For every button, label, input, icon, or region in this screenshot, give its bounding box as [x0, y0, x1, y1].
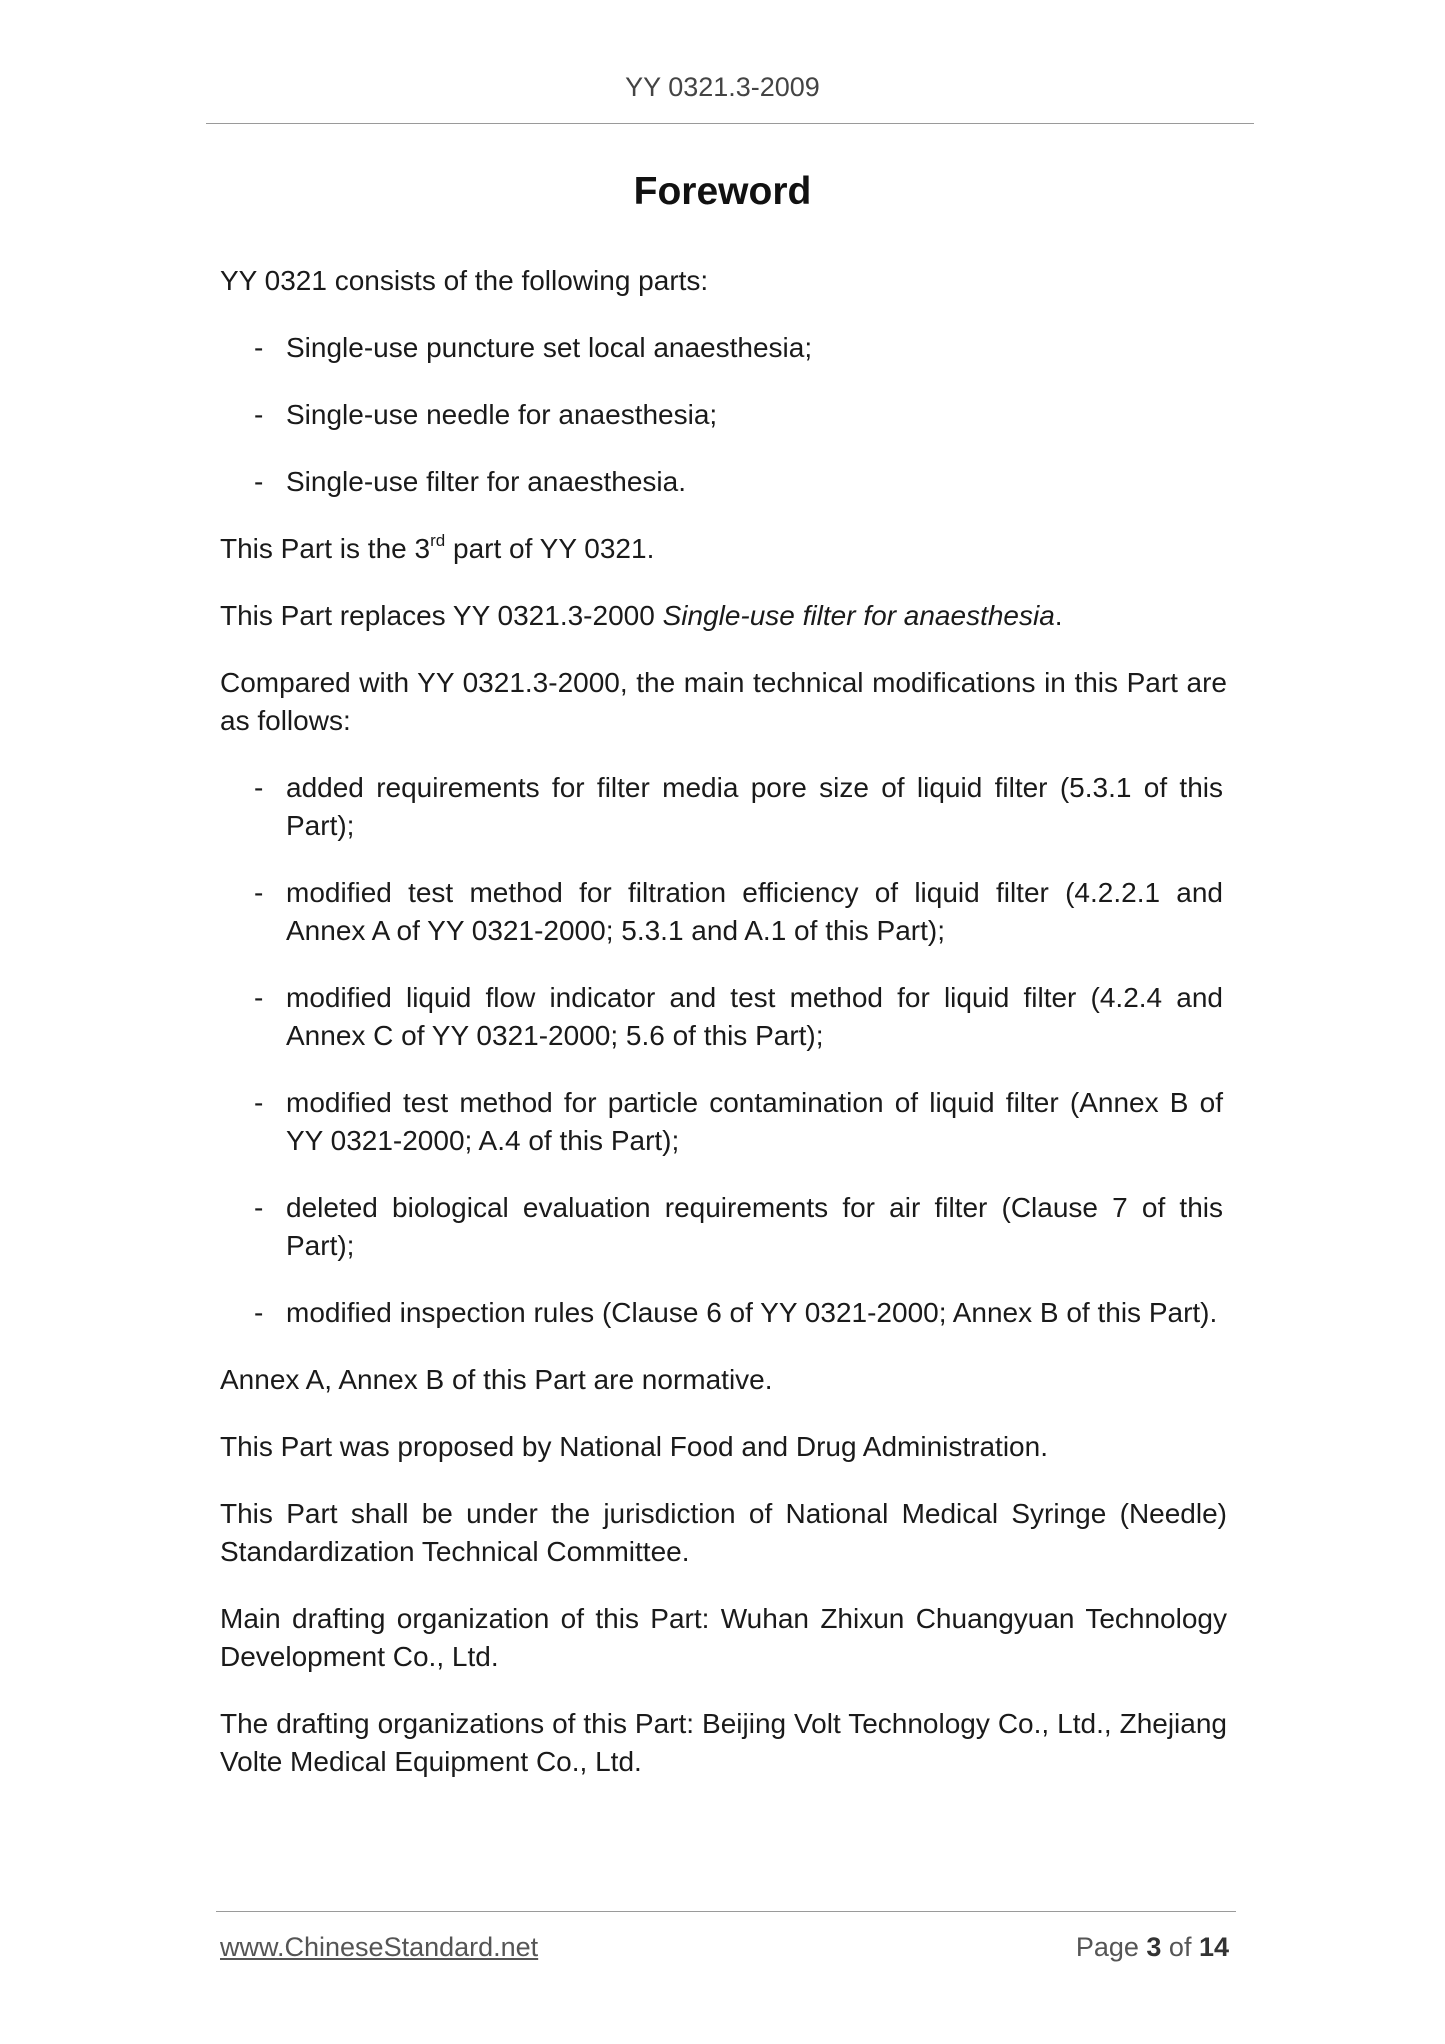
modification-list-item	[220, 874, 1227, 950]
modification-list-item	[220, 979, 1227, 1055]
modification-text: modified liquid flow indicator and test method for liquid filter (4.2.4 and Annex C of YY 0321-2000; 5.6 of this Part);	[286, 982, 1223, 1051]
page-current: 3	[1146, 1932, 1162, 1962]
dash-bullet-icon: -	[254, 982, 264, 1013]
modification-text: deleted biological evaluation requirements for air filter (Clause 7 of this Part);	[286, 1192, 1223, 1261]
main-drafting-paragraph: Main drafting organization of this Part: Wuhan Zhixun Chuangyuan Technology Development Co., Ltd.	[220, 1603, 1227, 1672]
replaces-suffix: .	[1054, 600, 1063, 631]
annex-paragraph: Annex A, Annex B of this Part are normative.	[220, 1364, 773, 1395]
parts-list-item	[220, 396, 1227, 434]
intro-paragraph: YY 0321 consists of the following parts:	[220, 265, 709, 296]
part-ordinal-suffix: part of YY 0321.	[445, 533, 655, 564]
part-ordinal-superscript: rd	[430, 531, 446, 550]
page-title: Foreword	[633, 170, 812, 213]
parts-list-item-text: Single-use filter for anaesthesia.	[286, 466, 686, 497]
compared-paragraph: Compared with YY 0321.3-2000, the main technical modifications in this Part are as follows:	[220, 667, 1227, 736]
dash-bullet-icon: -	[254, 399, 264, 430]
proposed-paragraph: This Part was proposed by National Food and Drug Administration.	[220, 1431, 1048, 1462]
modification-list-item	[220, 769, 1227, 845]
replaces-paragraph	[220, 597, 1227, 635]
page-number	[1076, 1932, 1229, 1963]
parts-list-item	[220, 463, 1227, 501]
part-ordinal-prefix: This Part is the 3	[220, 533, 431, 564]
modification-list-item	[220, 1189, 1227, 1265]
replaces-prefix: This Part replaces YY 0321.3-2000	[220, 600, 663, 631]
parts-list-item-text: Single-use needle for anaesthesia;	[286, 399, 718, 430]
page-of-label: of	[1161, 1932, 1199, 1962]
dash-bullet-icon: -	[254, 772, 264, 803]
drafting-orgs-paragraph: The drafting organizations of this Part: Beijing Volt Technology Co., Ltd., Zhejiang Volte Medical Equipment Co., Ltd.	[220, 1708, 1227, 1777]
header-divider	[206, 123, 1254, 124]
website-link[interactable]: www.ChineseStandard.net	[220, 1932, 539, 1962]
modification-text: added requirements for filter media pore size of liquid filter (5.3.1 of this Part);	[286, 772, 1223, 841]
footer-divider	[216, 1911, 1236, 1912]
dash-bullet-icon: -	[254, 1192, 264, 1223]
dash-bullet-icon: -	[254, 877, 264, 908]
parts-list-item	[220, 329, 1227, 367]
page-total: 14	[1198, 1932, 1229, 1962]
part-ordinal-paragraph	[220, 530, 1227, 568]
modification-list-item	[220, 1294, 1227, 1332]
document-body	[220, 262, 1227, 1810]
dash-bullet-icon: -	[254, 1087, 264, 1118]
modification-text: modified test method for filtration efficiency of liquid filter (4.2.2.1 and Annex A of YY 0321-2000; 5.3.1 and A.1 of this Part);	[286, 877, 1223, 946]
jurisdiction-paragraph: This Part shall be under the jurisdiction of National Medical Syringe (Needle) Standardization Technical Committee.	[220, 1498, 1227, 1567]
header-standard-code: YY 0321.3-2009	[625, 72, 820, 102]
page-label: Page	[1075, 1932, 1147, 1962]
modification-text: modified test method for particle contamination of liquid filter (Annex B of YY 0321-2000; A.4 of this Part);	[286, 1087, 1223, 1156]
dash-bullet-icon: -	[254, 466, 264, 497]
dash-bullet-icon: -	[254, 1297, 264, 1328]
parts-list-item-text: Single-use puncture set local anaesthesia;	[286, 332, 813, 363]
dash-bullet-icon: -	[254, 332, 264, 363]
modification-list-item	[220, 1084, 1227, 1160]
replaces-title-italic: Single-use filter for anaesthesia	[662, 600, 1055, 631]
modification-text: modified inspection rules (Clause 6 of YY 0321-2000; Annex B of this Part).	[286, 1297, 1218, 1328]
